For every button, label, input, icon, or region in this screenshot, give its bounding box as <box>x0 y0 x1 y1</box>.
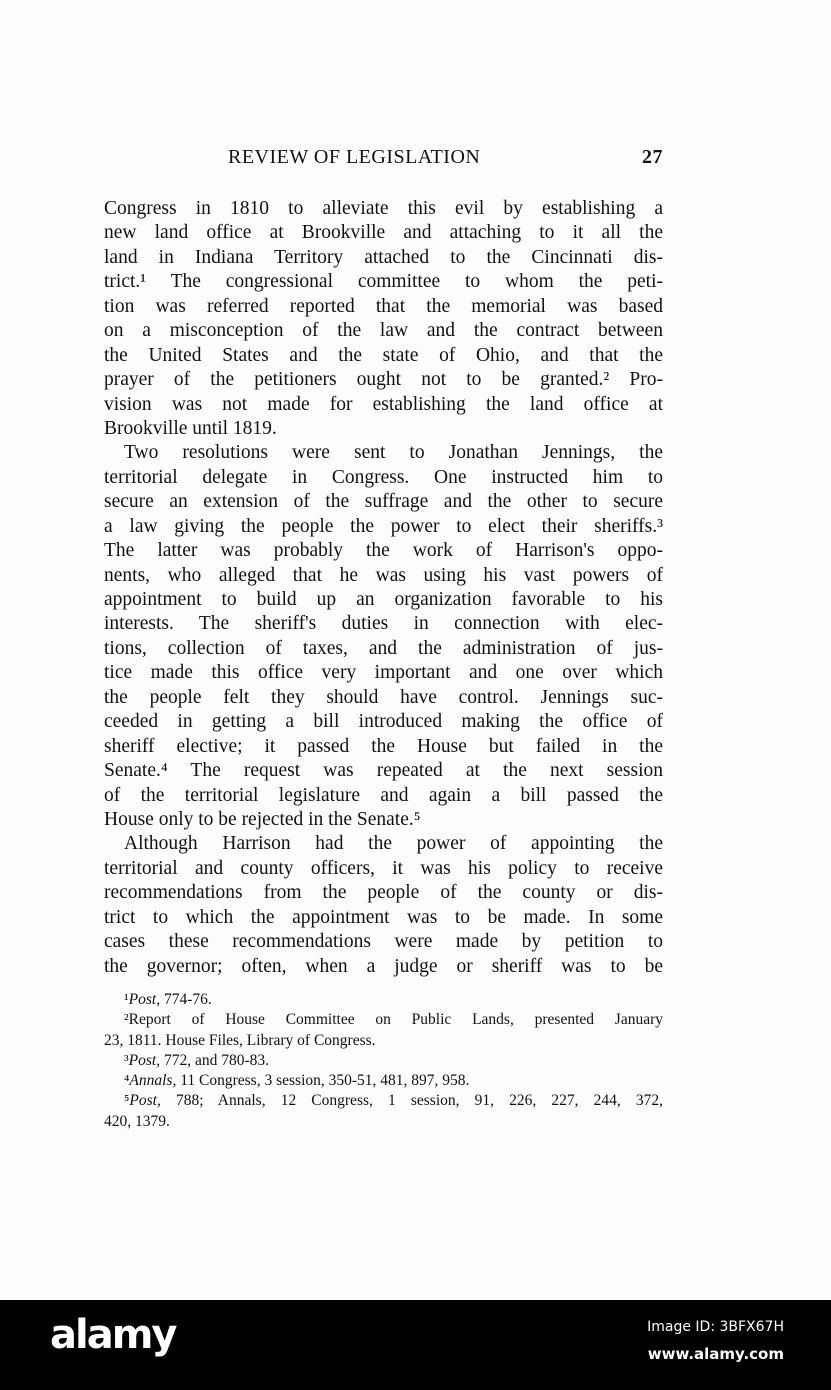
footnote-text: 772, and 780-83. <box>160 1051 270 1069</box>
text-line: nents, who alleged that he was using his vast powers of <box>104 564 663 586</box>
text-line: vision was not made for establishing the land office at <box>104 393 663 415</box>
footnote-source: Post, <box>128 991 161 1008</box>
text-line: The latter was probably the work of Harrison's oppo- <box>104 540 663 562</box>
footnote-line <box>104 1051 663 1071</box>
text-line: ceeded in getting a bill introduced making the office of <box>104 711 663 733</box>
footnote-line <box>104 1071 663 1091</box>
text-line: the governor; often, when a judge or sheriff was to be <box>104 955 663 977</box>
body-text <box>104 197 663 979</box>
running-header <box>104 146 663 172</box>
footnote-mark: ³ <box>124 1051 129 1069</box>
text-line: tice made this office very important and one over which <box>104 662 663 684</box>
text-line: prayer of the petitioners ought not to be granted.² Pro- <box>104 369 663 391</box>
text-line: tions, collection of taxes, and the administration of jus- <box>104 637 663 659</box>
text-line: recommendations from the people of the county or dis- <box>104 882 663 904</box>
watermark-bar <box>0 1300 831 1390</box>
footnote-source: Annals, <box>129 1072 177 1090</box>
footnote-line <box>104 1112 663 1132</box>
text-line: appointment to build up an organization favorable to his <box>104 589 663 610</box>
text-line: tion was referred reported that the memorial was based <box>104 295 663 317</box>
text-line: land in Indiana Territory attached to the Cincinnati dis- <box>104 246 663 268</box>
running-title: REVIEW OF LEGISLATION <box>228 146 481 168</box>
text-line: sheriff elective; it passed the House but failed in the <box>104 735 663 757</box>
text-line: Congress in 1810 to alleviate this evil by establishing a <box>104 198 663 219</box>
text-line: a law giving the people the power to elect their sheriffs.³ <box>104 515 663 537</box>
alamy-logo: alamy <box>50 1312 176 1358</box>
text-line: cases these recommendations were made by petition to <box>104 931 663 953</box>
footnotes <box>104 990 663 1132</box>
footnote-source: Post, <box>129 1092 161 1110</box>
text-line: the people felt they should have control. Jennings suc- <box>104 686 663 708</box>
image-id: Image ID: 3BFX67H <box>647 1319 784 1335</box>
text-line: territorial delegate in Congress. One instructed him to <box>104 466 663 488</box>
text-line: on a misconception of the law and the contract between <box>104 320 663 342</box>
text-line: trict to which the appointment was to be made. In some <box>104 906 663 928</box>
text-line: Senate.⁴ The request was repeated at the next session <box>104 760 663 782</box>
footnote-mark: ² <box>124 1011 129 1029</box>
footnote-mark: ⁵ <box>124 1092 130 1110</box>
footnote-text: 420, 1379. <box>104 1112 170 1130</box>
text-line: interests. The sheriff's duties in connection with elec- <box>104 613 663 635</box>
site-url: www.alamy.com <box>647 1345 784 1363</box>
page-number: 27 <box>642 146 663 168</box>
text-line: Brookville until 1819. <box>104 417 277 439</box>
footnote-line <box>104 1091 663 1111</box>
footnote-line <box>104 1010 663 1030</box>
footnote-text: 23, 1811. House Files, Library of Congress. <box>104 1031 376 1049</box>
footnote-line <box>104 990 663 1010</box>
text-line: the United States and the state of Ohio, and that the <box>104 344 663 366</box>
footnote-text: 788; Annals, 12 Congress, 1 session, 91, 226, 227, 244, 372, <box>160 1092 663 1110</box>
text-line: territorial and county officers, it was his policy to receive <box>104 857 663 879</box>
footnote-mark: ⁴ <box>124 1072 130 1090</box>
text-line: Although Harrison had the power of appointing the <box>124 833 663 855</box>
text-line: new land office at Brookville and attaching to it all the <box>104 222 663 244</box>
text-line: secure an extension of the suffrage and the other to secure <box>104 491 663 513</box>
text-line: trict.¹ The congressional committee to whom the peti- <box>104 271 663 293</box>
footnote-text: 11 Congress, 3 session, 350-51, 481, 897, 958. <box>176 1072 470 1090</box>
text-line: of the territorial legislature and again a bill passed the <box>104 784 663 806</box>
footnote-text: 774-76. <box>160 991 212 1008</box>
footnote-line <box>104 1031 663 1051</box>
text-line: House only to be rejected in the Senate.⁵ <box>104 808 421 830</box>
text-line: Two resolutions were sent to Jonathan Jennings, the <box>124 442 663 464</box>
footnote-text: Report of House Committee on Public Lands, presented January <box>128 1011 663 1029</box>
footnote-mark: ¹ <box>124 991 129 1008</box>
footnote-source: Post, <box>128 1051 161 1069</box>
